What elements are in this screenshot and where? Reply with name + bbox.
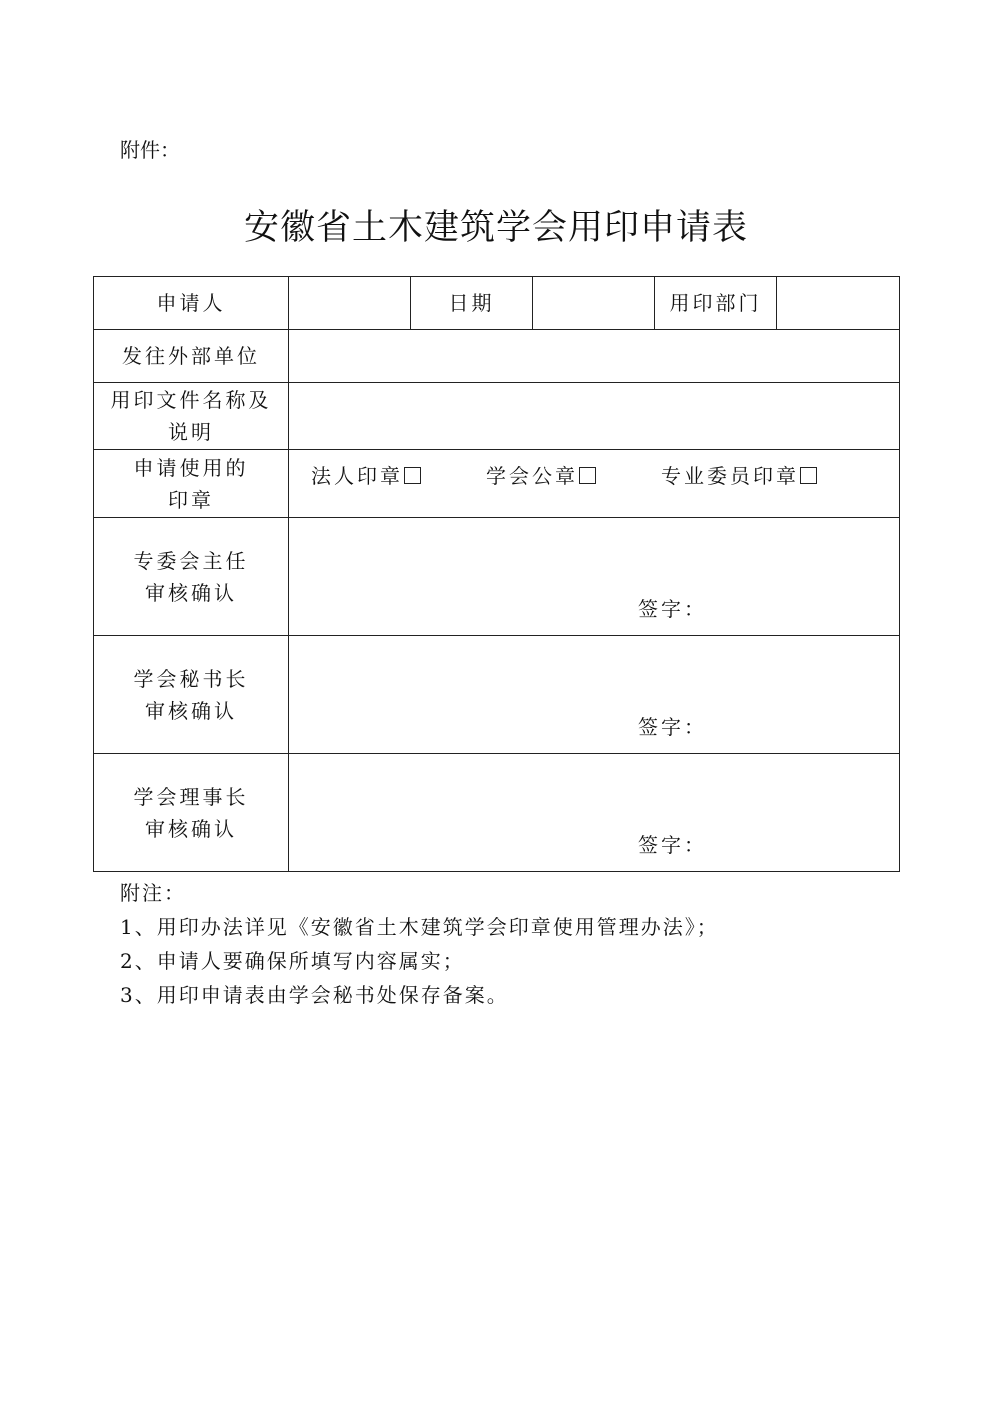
signature-label: 签字： [638, 833, 707, 857]
table-row [94, 277, 900, 330]
dept-field[interactable] [777, 277, 900, 330]
review-label-line2: 审核确认 [145, 698, 237, 723]
committee-director-label [94, 518, 289, 636]
chairman-review-field[interactable] [289, 754, 900, 872]
seal-type-label [94, 450, 289, 518]
external-unit-field[interactable] [289, 330, 900, 383]
review-label-line2: 审核确认 [145, 580, 237, 605]
dept-label: 用印部门 [655, 277, 777, 330]
seal-option-society[interactable] [486, 460, 661, 492]
seal-option-legal-label: 法人印章 [311, 464, 403, 488]
checkbox-society[interactable] [579, 467, 596, 484]
review-label-line1: 学会秘书长 [133, 666, 249, 691]
table-row [94, 450, 900, 518]
notes-heading: 附注： [120, 881, 186, 905]
review-label-line1: 学会理事长 [133, 784, 249, 809]
note-item: 3、用印申请表由学会秘书处保存备案。 [120, 983, 509, 1007]
seal-options [289, 460, 899, 492]
secretary-general-review-field[interactable] [289, 636, 900, 754]
chairman-label [94, 754, 289, 872]
note-item: 1、用印办法详见《安徽省土木建筑学会印章使用管理办法》； [120, 915, 719, 939]
note-item: 2、申请人要确保所填写内容属实； [120, 949, 465, 973]
review-label-line2: 审核确认 [145, 816, 237, 841]
applicant-field[interactable] [289, 277, 411, 330]
committee-director-review-field[interactable] [289, 518, 900, 636]
date-label: 日期 [411, 277, 533, 330]
table-row [94, 518, 900, 636]
doc-name-label-line2: 说明 [168, 420, 214, 444]
review-label-line1: 专委会主任 [133, 548, 249, 573]
table-row [94, 754, 900, 872]
doc-name-label [94, 383, 289, 450]
checkbox-committee[interactable] [800, 467, 817, 484]
table-row [94, 330, 900, 383]
table-row [94, 383, 900, 450]
seal-type-label-line2: 印章 [168, 487, 214, 512]
table-row [94, 636, 900, 754]
seal-option-society-label: 学会公章 [486, 464, 578, 488]
seal-option-committee-label: 专业委员印章 [661, 464, 799, 488]
seal-type-label-line1: 申请使用的 [133, 455, 249, 480]
form-title: 安徽省土木建筑学会用印申请表 [243, 208, 748, 248]
seal-option-committee[interactable] [661, 460, 817, 492]
notes-section [120, 876, 719, 1012]
doc-name-label-line1: 用印文件名称及 [110, 388, 272, 412]
seal-application-table [93, 276, 900, 872]
signature-label: 签字： [638, 597, 707, 621]
applicant-label: 申请人 [94, 277, 289, 330]
secretary-general-label [94, 636, 289, 754]
attachment-label: 附件： [120, 138, 180, 162]
doc-name-field[interactable] [289, 383, 900, 450]
seal-options-cell [289, 450, 900, 518]
checkbox-legal[interactable] [404, 467, 421, 484]
date-field[interactable] [533, 277, 655, 330]
signature-label: 签字： [638, 715, 707, 739]
seal-option-legal[interactable] [311, 460, 486, 492]
external-unit-label: 发往外部单位 [94, 330, 289, 383]
